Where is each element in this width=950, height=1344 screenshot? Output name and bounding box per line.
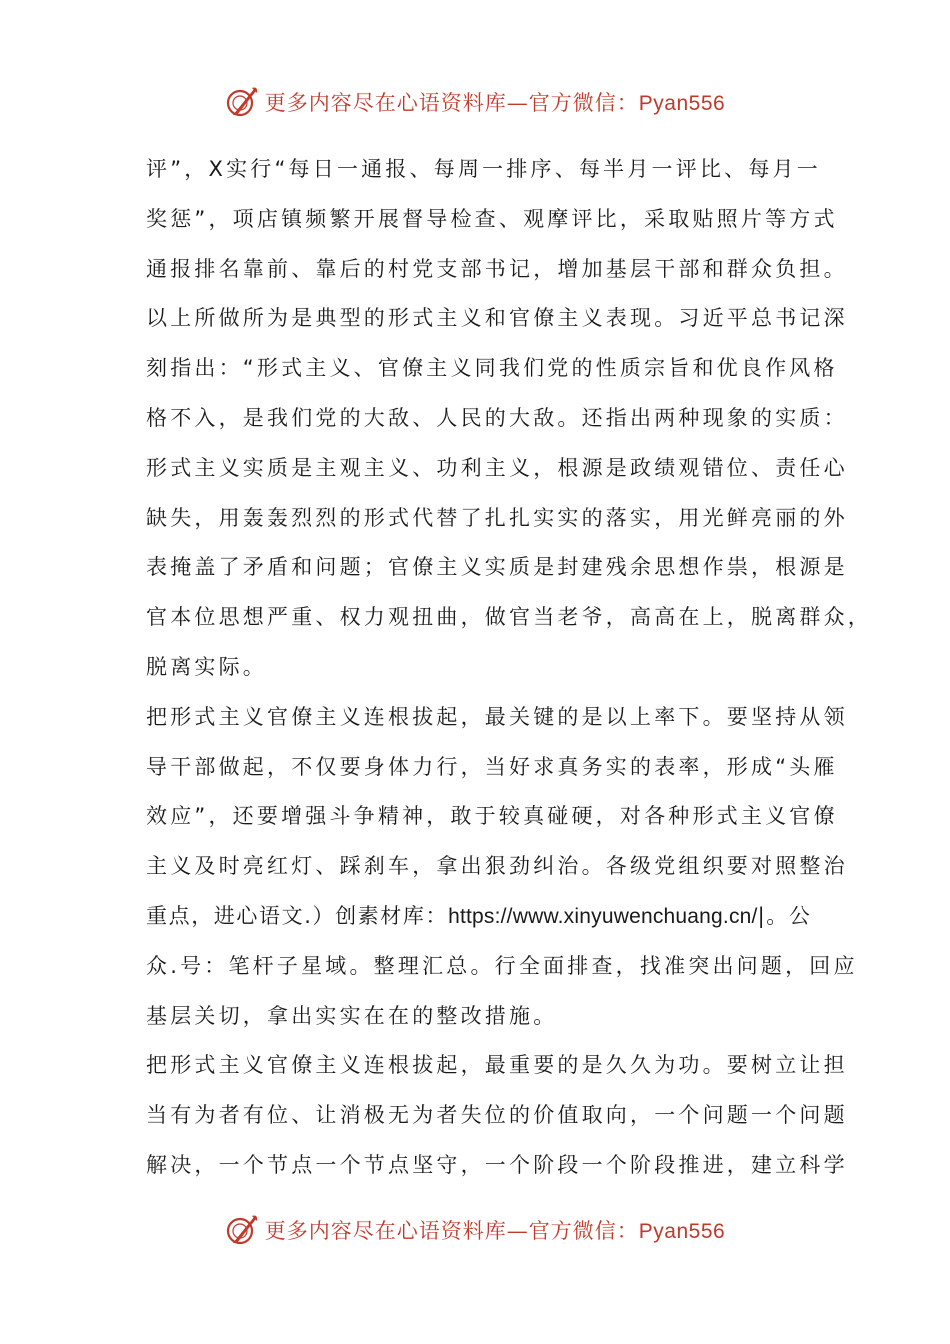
seal-quill-icon bbox=[225, 1213, 259, 1247]
header-banner bbox=[0, 82, 950, 122]
text-line-with-url bbox=[146, 892, 810, 942]
text-line: 刻指出：“形式主义、官僚主义同我们党的性质宗旨和优良作风格 bbox=[146, 356, 838, 381]
text-line: 众.号：笔杆子星域。整理汇总。行全面排查，找准突出问题，回应 bbox=[146, 953, 858, 978]
text-line: 格不入，是我们党的大敌、人民的大敌。还指出两种现象的实质： bbox=[146, 405, 848, 430]
text-line: 评”，X实行“每日一通报、每周一排序、每半月一评比、每月一 bbox=[146, 157, 821, 181]
text-line: 效应”，还要增强斗争精神，敢于较真碰硬，对各种形式主义官僚 bbox=[146, 804, 838, 829]
footer-banner bbox=[0, 1210, 950, 1250]
text-line: 基层关切，拿出实实在在的整改措施。 bbox=[146, 1003, 558, 1028]
text-line: 表掩盖了矛盾和问题；官僚主义实质是封建残余思想作祟，根源是 bbox=[146, 555, 848, 580]
url-line-suffix: |。公 bbox=[757, 903, 812, 928]
text-line: 把形式主义官僚主义连根拔起，最关键的是以上率下。要坚持从领 bbox=[146, 704, 848, 729]
document-body bbox=[146, 145, 872, 1191]
text-line: 导干部做起，不仅要身体力行，当好求真务实的表率，形成“头雁 bbox=[146, 754, 838, 779]
text-line: 形式主义实质是主观主义、功利主义，根源是政绩观错位、责任心 bbox=[146, 455, 848, 480]
text-line: 把形式主义官僚主义连根拔起，最重要的是久久为功。要树立让担 bbox=[146, 1053, 848, 1078]
text-line: 缺失，用轰轰烈烈的形式代替了扎扎实实的落实，用光鲜亮丽的外 bbox=[146, 505, 848, 530]
text-line: 官本位思想严重、权力观扭曲，做官当老爷，高高在上，脱离群众， bbox=[146, 605, 872, 630]
text-line: 脱离实际。 bbox=[146, 654, 267, 679]
source-url: https://www.xinyuwenchuang.cn/ bbox=[448, 904, 758, 928]
text-line: 通报排名靠前、靠后的村党支部书记，增加基层干部和群众负担。 bbox=[146, 256, 848, 281]
text-line: 奖惩”，项店镇频繁开展督导检查、观摩评比，采取贴照片等方式 bbox=[146, 206, 838, 231]
text-line: 解决，一个节点一个节点坚守，一个阶段一个阶段推进，建立科学 bbox=[146, 1152, 848, 1177]
seal-quill-icon bbox=[225, 85, 259, 119]
text-line: 当有为者有位、让消极无为者失位的价值取向，一个问题一个问题 bbox=[146, 1103, 848, 1128]
footer-banner-text: 更多内容尽在心语资料库—官方微信：Pyan556 bbox=[264, 1219, 726, 1243]
text-line: 主义及时亮红灯、踩刹车，拿出狠劲纠治。各级党组织要对照整治 bbox=[146, 854, 848, 879]
header-banner-text: 更多内容尽在心语资料库—官方微信：Pyan556 bbox=[264, 91, 726, 115]
text-line: 以上所做所为是典型的形式主义和官僚主义表现。习近平总书记深 bbox=[146, 306, 848, 331]
url-line-prefix: 重点，进心语文.）创素材库： bbox=[146, 903, 449, 928]
